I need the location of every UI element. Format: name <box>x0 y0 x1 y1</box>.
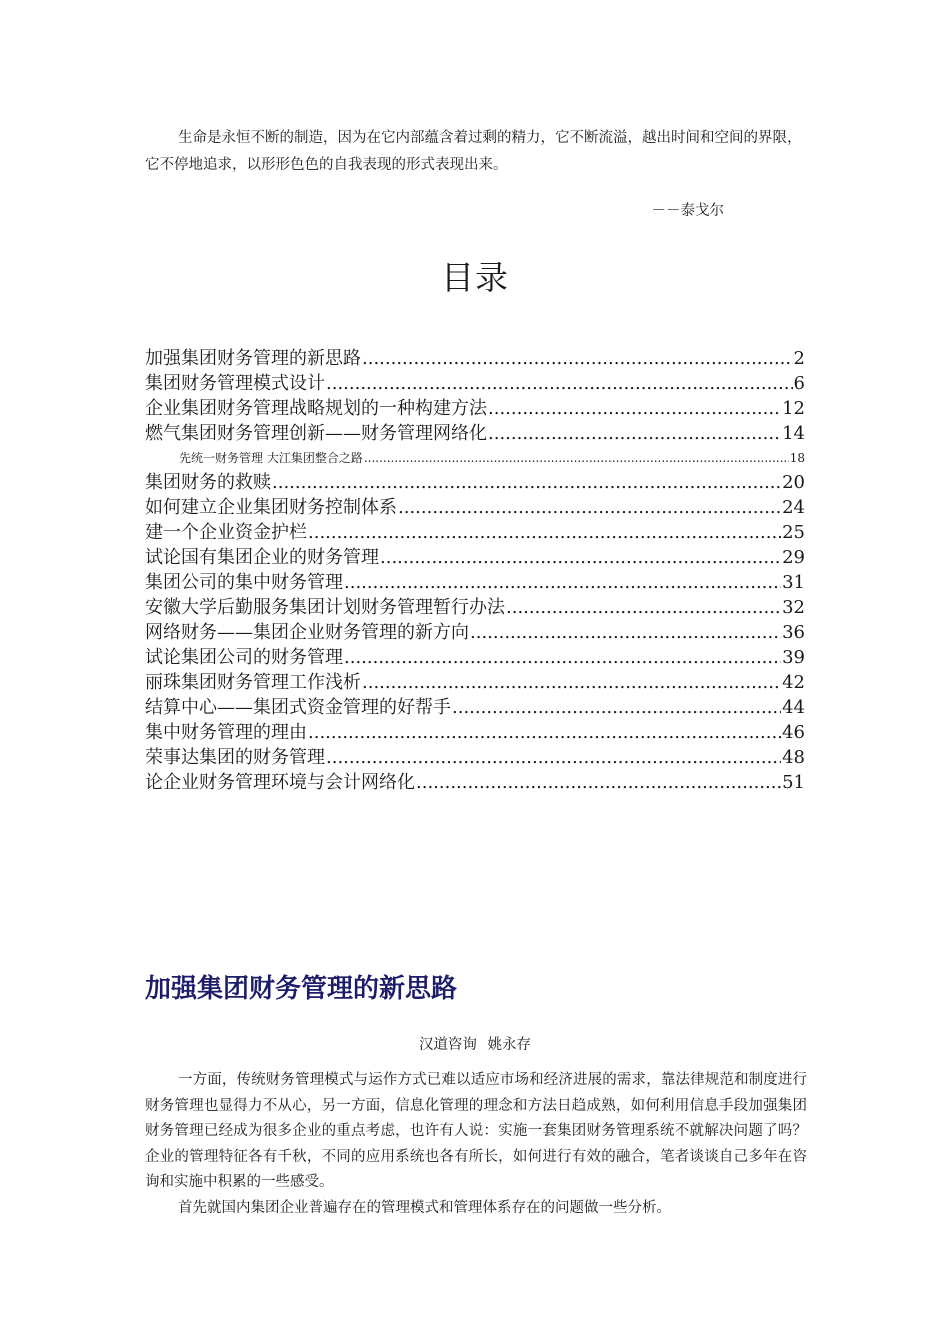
toc-entry-title: 集团财务管理模式设计 <box>145 373 325 394</box>
toc-entry-page: 46 <box>782 722 805 743</box>
toc-dot-leader <box>398 495 781 520</box>
epigraph-quote: 生命是永恒不断的制造，因为在它内部蕴含着过剩的精力，它不断流溢，越出时间和空间的界限，它不停地追求，以形形色色的自我表现的形式表现出来。 <box>145 130 802 173</box>
toc-title: 目录 <box>441 258 509 297</box>
toc-entry-page: 48 <box>782 747 805 768</box>
toc-dot-leader <box>488 396 781 421</box>
toc-entry-page: 42 <box>782 672 805 693</box>
toc-entry[interactable] <box>145 346 805 371</box>
toc-entry-title: 如何建立企业集团财务控制体系 <box>145 497 397 518</box>
toc-entry-page: 36 <box>782 622 805 643</box>
toc-dot-leader <box>326 745 781 770</box>
article-byline: 汉道咨询 姚永存 <box>418 1037 532 1053</box>
toc-entry-title: 集团财务的救赎 <box>145 472 271 493</box>
toc-entry[interactable] <box>145 570 805 595</box>
toc-entry-title: 结算中心——集团式资金管理的好帮手 <box>145 697 451 718</box>
toc-dot-leader <box>488 421 781 446</box>
toc-entry-page: 39 <box>782 647 805 668</box>
toc-entry-page: 44 <box>782 697 805 718</box>
toc-entry-page: 12 <box>782 398 805 419</box>
toc-entry-page: 20 <box>782 472 805 493</box>
toc-entry-page: 31 <box>782 572 805 593</box>
toc-entry-title: 荣事达集团的财务管理 <box>145 747 325 768</box>
toc-dot-leader <box>344 570 781 595</box>
toc-entry-page: 24 <box>782 497 805 518</box>
article-title: 加强集团财务管理的新思路 <box>145 974 458 1004</box>
toc-entry[interactable] <box>145 470 805 495</box>
toc-entry-page: 14 <box>782 423 805 444</box>
toc-subentry[interactable] <box>145 446 805 470</box>
toc-dot-leader <box>470 620 781 645</box>
toc-entry-title: 建一个企业资金护栏 <box>145 522 307 543</box>
toc-entry-title: 先统一财务管理 大江集团整合之路 <box>179 451 363 465</box>
toc-dot-leader <box>308 720 781 745</box>
toc-entry-title: 加强集团财务管理的新思路 <box>145 348 361 369</box>
toc-dot-leader <box>344 645 781 670</box>
toc-dot-leader <box>416 770 781 795</box>
article-body <box>145 1068 807 1221</box>
toc-dot-leader <box>452 695 781 720</box>
toc-entry[interactable] <box>145 421 805 446</box>
toc-entry[interactable] <box>145 720 805 745</box>
toc-entry-title: 试论国有集团企业的财务管理 <box>145 547 379 568</box>
toc-dot-leader <box>272 470 781 495</box>
toc-entry-title: 丽珠集团财务管理工作浅析 <box>145 672 361 693</box>
toc-entry-page: 6 <box>793 373 805 394</box>
toc-entry[interactable] <box>145 770 805 795</box>
toc-entry-title: 集团公司的集中财务管理 <box>145 572 343 593</box>
toc-entry-title: 企业集团财务管理战略规划的一种构建方法 <box>145 398 487 419</box>
toc-dot-leader <box>380 545 781 570</box>
toc-entry-title: 安徽大学后勤服务集团计划财务管理暂行办法 <box>145 597 505 618</box>
body-paragraph: 一方面，传统财务管理模式与运作方式已难以适应市场和经济进展的需求，靠法律规范和制度进行财务管理也显得力不从心，另一方面，信息化管理的理念和方法日趋成熟，如何利用信息手段加强集团财务管理已经成为很多企业的重点考虑，也许有人说：实施一套集团财务管理系统不就解决问题了吗？企业的管理特征各有千秋，不同的应用系统也各有所长，如何进行有效的融合，笔者谈谈自己多年在咨询和实施中积累的一些感受。 <box>145 1072 807 1190</box>
toc-entry-title: 网络财务——集团企业财务管理的新方向 <box>145 622 469 643</box>
toc-entry-page: 25 <box>782 522 805 543</box>
toc-dot-leader <box>506 595 781 620</box>
toc-entry-title: 试论集团公司的财务管理 <box>145 647 343 668</box>
toc-dot-leader <box>326 371 793 396</box>
table-of-contents <box>145 346 805 795</box>
toc-entry[interactable] <box>145 620 805 645</box>
toc-entry-title: 燃气集团财务管理创新——财务管理网络化 <box>145 423 487 444</box>
toc-entry[interactable] <box>145 371 805 396</box>
toc-dot-leader <box>362 346 793 371</box>
body-paragraph: 首先就国内集团企业普遍存在的管理模式和管理体系存在的问题做一些分析。 <box>178 1199 671 1216</box>
toc-entry[interactable] <box>145 520 805 545</box>
toc-entry-title: 论企业财务管理环境与会计网络化 <box>145 772 415 793</box>
toc-entry[interactable] <box>145 645 805 670</box>
toc-entry[interactable] <box>145 745 805 770</box>
toc-entry[interactable] <box>145 545 805 570</box>
epigraph-attribution: －－泰戈尔 <box>651 203 724 219</box>
toc-entry[interactable] <box>145 495 805 520</box>
toc-dot-leader <box>362 670 781 695</box>
toc-entry[interactable] <box>145 396 805 421</box>
toc-dot-leader <box>364 446 789 470</box>
toc-dot-leader <box>308 520 781 545</box>
toc-entry[interactable] <box>145 670 805 695</box>
toc-entry-page: 51 <box>782 772 805 793</box>
toc-entry[interactable] <box>145 695 805 720</box>
toc-entry-page: 32 <box>782 597 805 618</box>
toc-entry-page: 18 <box>789 451 805 465</box>
toc-entry-title: 集中财务管理的理由 <box>145 722 307 743</box>
toc-entry[interactable] <box>145 595 805 620</box>
toc-entry-page: 2 <box>793 348 805 369</box>
toc-entry-page: 29 <box>782 547 805 568</box>
